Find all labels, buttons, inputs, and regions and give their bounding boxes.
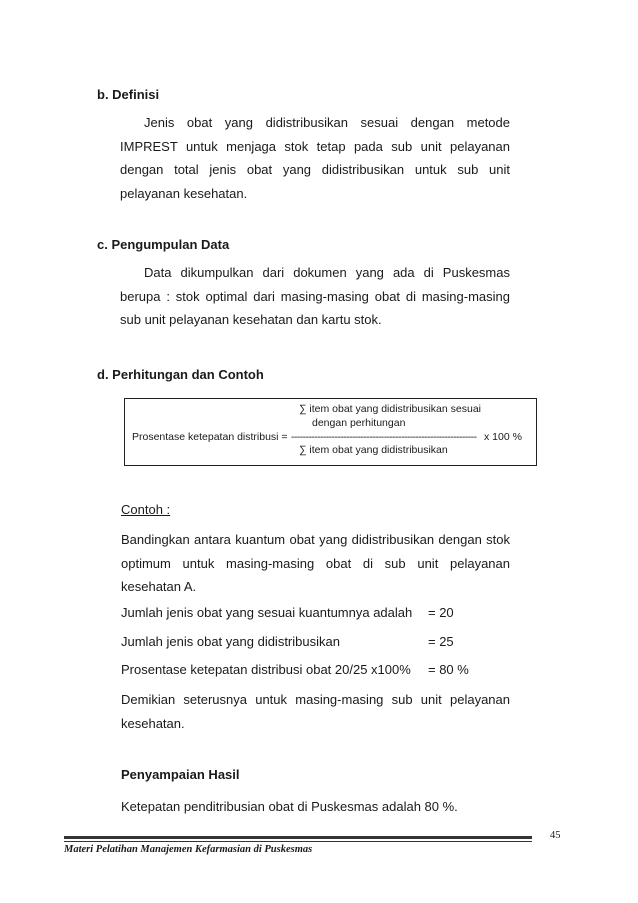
formula-multiplier: x 100 % — [484, 431, 522, 443]
formula-numerator-line1: ∑ item obat yang didistribusikan sesuai — [299, 403, 481, 415]
row-value-sesuai: = 20 — [428, 605, 454, 620]
page-number: 45 — [550, 830, 561, 841]
formula-lhs: Prosentase ketepatan distribusi = — [132, 431, 288, 443]
row-value-didistribusikan: = 25 — [428, 634, 454, 649]
formula-fraction-line: ---------------------------------------------------------------- — [291, 431, 477, 443]
row-label-prosentase: Prosentase ketepatan distribusi obat 20/25 x100% — [121, 662, 411, 677]
section-d-heading: d. Perhitungan dan Contoh — [97, 367, 264, 382]
footer-rule — [64, 836, 532, 839]
penyampaian-paragraph: Ketepatan penditribusian obat di Puskesmas adalah 80 %. — [121, 799, 458, 814]
formula-box — [124, 398, 537, 466]
formula-numerator-line2: dengan perhitungan — [312, 417, 406, 429]
footer-rule-thin — [64, 841, 532, 842]
footer-text: Materi Pelatihan Manajemen Kefarmasian di Puskesmas — [64, 844, 313, 855]
section-c-heading: c. Pengumpulan Data — [97, 237, 230, 252]
row-label-sesuai: Jumlah jenis obat yang sesuai kuantumnya adalah — [121, 605, 413, 620]
row-value-prosentase: = 80 % — [428, 662, 469, 677]
contoh-label: Contoh : — [121, 502, 171, 517]
row-label-didistribusikan: Jumlah jenis obat yang didistribusikan — [121, 634, 340, 649]
closing-paragraph: Demikian seterusnya untuk masing-masing sub unit pelayanan kesehatan. — [121, 692, 510, 731]
section-b-heading: b. Definisi — [97, 87, 160, 102]
contoh-paragraph: Bandingkan antara kuantum obat yang didistribusikan dengan stok optimum untuk masing-masing obat di sub unit pelayanan kesehatan A. — [121, 532, 510, 594]
formula-denominator: ∑ item obat yang didistribusikan — [299, 444, 448, 456]
penyampaian-heading: Penyampaian Hasil — [121, 767, 240, 782]
section-c-paragraph: Data dikumpulkan dari dokumen yang ada di Puskesmas berupa : stok optimal dari masing-masing obat di masing-masing sub unit pelayanan kesehatan dan kartu stok. — [120, 265, 510, 327]
section-b-paragraph: Jenis obat yang didistribusikan sesuai dengan metode IMPREST untuk menjaga stok tetap pada sub unit pelayanan dengan total jenis obat yang didistribusikan untuk sub unit pelayanan kesehatan. — [120, 115, 510, 201]
